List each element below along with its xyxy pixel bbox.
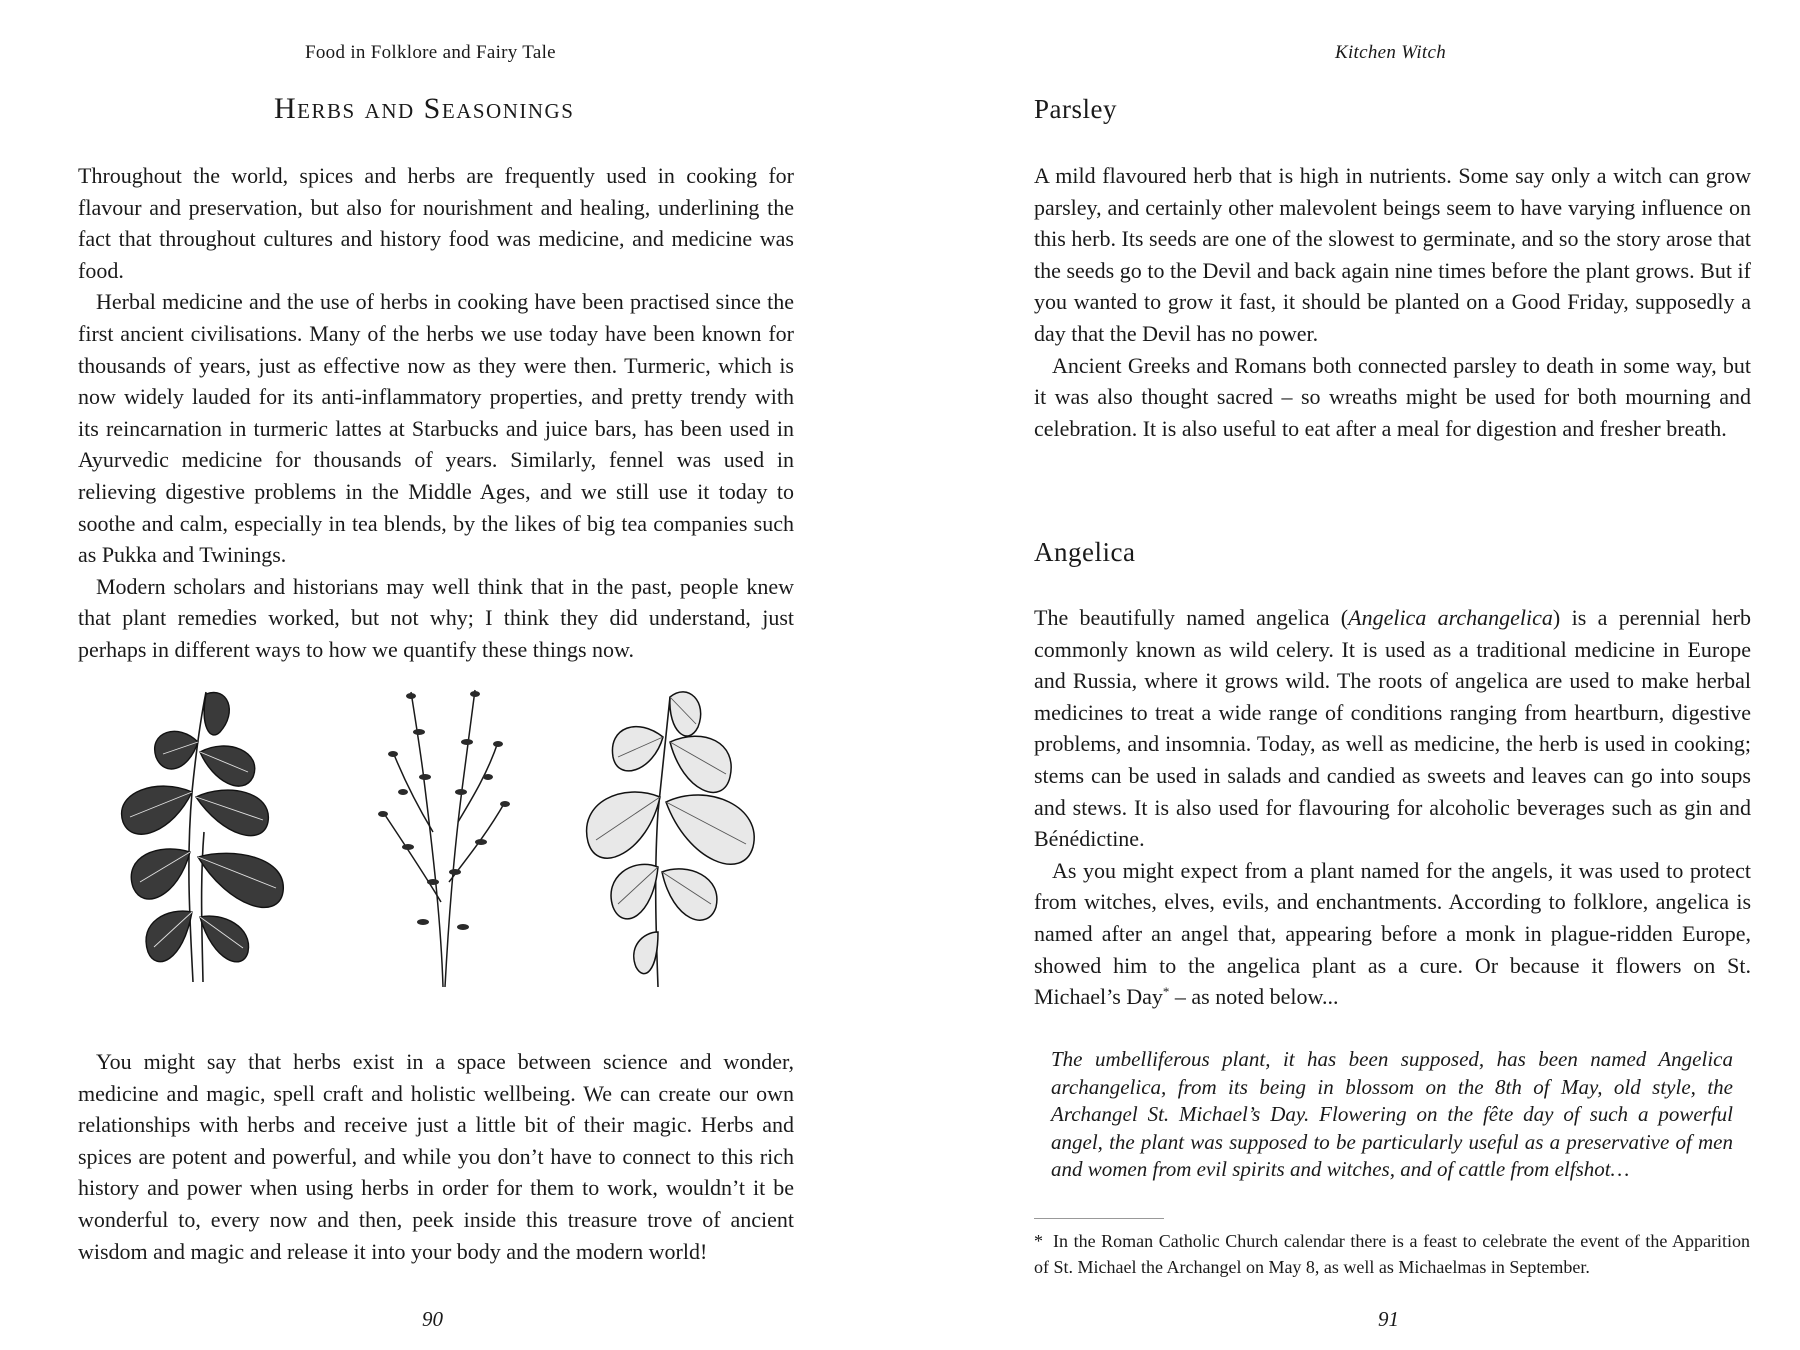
paragraph: Throughout the world, spices and herbs are frequently used in cooking for flavour and preservation, but also for nourishment and healing, underlining the fact that throughout cultures and history food was medicine, and medicine was food.	[78, 163, 794, 283]
paragraph: A mild flavoured herb that is high in nutrients. Some say only a witch can grow parsley, and certainly other malevolent beings seem to have varying influence on this herb. Its seeds are one of the slowest to germinate, and so the story arose that the seeds go to the Devil and back again nine times before the plant grows. But if you wanted to grow it fast, it should be planted on a Good Friday, supposedly a day that the Devil has no power.	[1034, 163, 1751, 346]
mint-illustration	[88, 682, 308, 992]
footnote-marker: *	[1034, 1231, 1043, 1251]
basil-illustration	[558, 682, 778, 992]
block-quote: The umbelliferous plant, it has been supposed, has been named Angelica archangelica, from its being in blossom on the 8th of May, old style, the Archangel St. Michael’s Day. Flowering on the fête day of such a powerful angel, the plant was supposed to be particularly useful as a preservative of men and women from evil spirits and witches, and of cattle from elfshot…	[1051, 1047, 1733, 1181]
page-number-right: 91	[1378, 1307, 1399, 1331]
footnote-text: In the Roman Catholic Church calendar there is a feast to celebrate the event of the Apparition of St. Michael the Archangel on May 8, as well as Michaelmas in September.	[1034, 1231, 1750, 1277]
paragraph: You might say that herbs exist in a space between science and wonder, medicine and magic, spell craft and holistic wellbeing. We can create our own relationships with herbs and receive just a little bit of their magic. Herbs and spices are potent and powerful, and while you don’t have to connect to this rich history and power when using herbs in order for them to work, wouldn’t it be wonderful to, every now and then, peek inside this treasure trove of ancient wisdom and magic and release it into your body and the modern world!	[78, 1049, 794, 1264]
latin-name: Angelica archangelica	[1348, 605, 1553, 630]
text-run: ) is a perennial herb commonly known as wild celery. It is used as a traditional medicine in Europe and Russia, where it grows wild. The roots of angelica are used to make herbal medicines to treat a wide range of conditions ranging from heartburn, digestive problems, and insomnia. Today, as well as medicine, the herb is used in cooking; stems can be used in salads and candied as sweets and leaves can go into soups and stews. It is also used for flavouring for alcoholic beverages such as gin and Bénédictine.	[1034, 605, 1751, 852]
paragraph: Herbal medicine and the use of herbs in cooking have been practised since the first ancient civilisations. Many of the herbs we use today have been known for thousands of years, just as effective now as they were then. Turmeric, which is now widely lauded for its anti-inflammatory properties, and pretty trendy with its reincarnation in turmeric lattes at Starbucks and juice bars, has been used in Ayurvedic medicine for thousands of years. Similarly, fennel was used in relieving digestive problems in the Middle Ages, and we still use it today to soothe and calm, especially in tea blends, by the likes of big tea companies such as Pukka and Twinings.	[78, 289, 794, 568]
angelica-text	[1034, 602, 1751, 1013]
footnote-rule	[1034, 1218, 1164, 1219]
closing-text	[78, 1046, 794, 1267]
thyme-illustration	[363, 682, 523, 992]
paragraph	[1034, 602, 1751, 855]
page-number-left: 90	[422, 1307, 443, 1331]
parsley-text	[1034, 160, 1751, 444]
intro-text	[78, 160, 794, 666]
footnote	[1034, 1228, 1750, 1280]
herb-illustrations	[88, 682, 788, 992]
paragraph	[1034, 855, 1751, 1013]
running-head-left: Food in Folklore and Fairy Tale	[305, 42, 556, 63]
text-run: As you might expect from a plant named for the angels, it was used to protect from witches, elves, evils, and enchantments. According to folklore, angelica is named after an angel that, appearing before a monk in plague-ridden Europe, showed him to the angelica plant as a cure. Or because it flowers on St. Michael’s Day	[1034, 857, 1751, 1010]
running-head-right: Kitchen Witch	[1335, 42, 1447, 63]
text-run: The beautifully named angelica (	[1034, 605, 1349, 630]
section-heading-parsley: Parsley	[1034, 94, 1117, 124]
paragraph: Ancient Greeks and Romans both connected parsley to death in some way, but it was also thought sacred – so wreaths might be used for both mourning and celebration. It is also useful to eat after a meal for digestion and fresher breath.	[1034, 352, 1751, 441]
chapter-title: Herbs and Seasonings	[274, 92, 575, 125]
text-run: – as noted below...	[1169, 984, 1339, 1010]
paragraph: Modern scholars and historians may well think that in the past, people knew that plant remedies worked, but not why; I think they did understand, just perhaps in different ways to how we quantify these things now.	[78, 573, 794, 662]
footnote-reference[interactable]: *	[1162, 984, 1170, 1000]
right-page	[900, 0, 1800, 1350]
section-heading-angelica: Angelica	[1034, 537, 1136, 567]
